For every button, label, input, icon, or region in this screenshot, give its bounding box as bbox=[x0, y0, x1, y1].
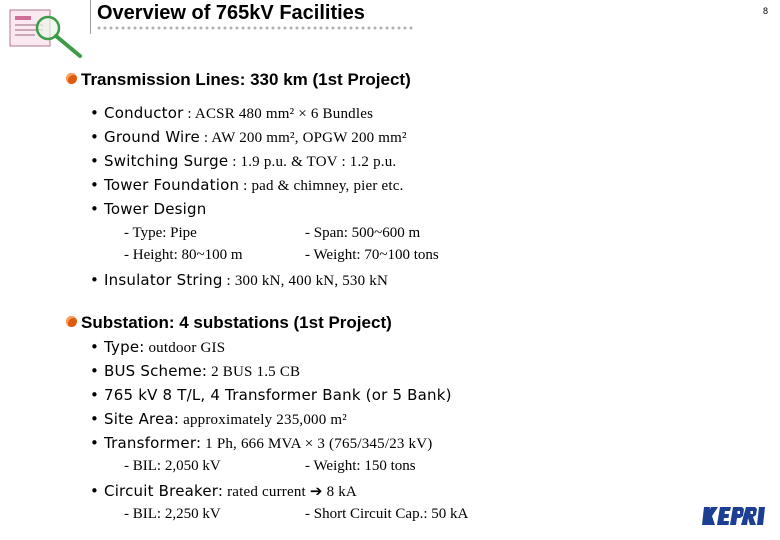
document-search-icon bbox=[4, 6, 88, 62]
orange-bullet-icon bbox=[66, 316, 77, 327]
title-underline bbox=[96, 26, 414, 30]
list-item: • 765 kV 8 T/L, 4 Transformer Bank (or 5 Bank) bbox=[90, 386, 452, 404]
substation-heading-text: Substation: 4 substations (1st Project) bbox=[81, 313, 392, 332]
transformer-weight: - Weight: 150 tons bbox=[305, 458, 416, 474]
title-divider bbox=[90, 0, 91, 34]
list-item: • Ground Wire : AW 200 mm², OPGW 200 mm² bbox=[90, 128, 407, 146]
orange-bullet-icon bbox=[66, 73, 77, 84]
substation-heading bbox=[66, 313, 392, 333]
list-item: • Switching Surge : 1.9 p.u. & TOV : 1.2 p.u. bbox=[90, 152, 397, 170]
tower-span: - Span: 500~600 m bbox=[305, 225, 421, 241]
tower-weight: - Weight: 70~100 tons bbox=[305, 247, 439, 263]
list-item: • Transformer: 1 Ph, 666 MVA × 3 (765/345/23 kV) bbox=[90, 434, 433, 452]
list-item: • Tower Design bbox=[90, 200, 207, 218]
transformer-bil: - BIL: 2,050 kV bbox=[124, 458, 221, 474]
kepri-logo bbox=[702, 504, 772, 534]
breaker-short-circuit: - Short Circuit Cap.: 50 kA bbox=[305, 506, 469, 522]
tower-type: - Type: Pipe bbox=[124, 225, 197, 241]
list-item: • Tower Foundation : pad & chimney, pier etc. bbox=[90, 176, 404, 194]
transmission-heading bbox=[66, 70, 411, 90]
kepri-logo-mark bbox=[702, 504, 772, 528]
list-item: • Insulator String : 300 kN, 400 kN, 530 kN bbox=[90, 271, 389, 289]
page-title: Overview of 765kV Facilities bbox=[97, 2, 365, 24]
list-item: • BUS Scheme: 2 BUS 1.5 CB bbox=[90, 362, 301, 380]
list-item: • Conductor : ACSR 480 mm² × 6 Bundles bbox=[90, 104, 374, 122]
list-item: • Type: outdoor GIS bbox=[90, 338, 226, 356]
breaker-bil: - BIL: 2,250 kV bbox=[124, 506, 221, 522]
list-item: • Circuit Breaker: rated current ➔ 8 kA bbox=[90, 482, 357, 500]
tower-height: - Height: 80~100 m bbox=[124, 247, 243, 263]
page-number: 8 bbox=[762, 6, 768, 16]
transmission-heading-text: Transmission Lines: 330 km (1st Project) bbox=[81, 70, 411, 89]
list-item: • Site Area: approximately 235,000 m² bbox=[90, 410, 347, 428]
